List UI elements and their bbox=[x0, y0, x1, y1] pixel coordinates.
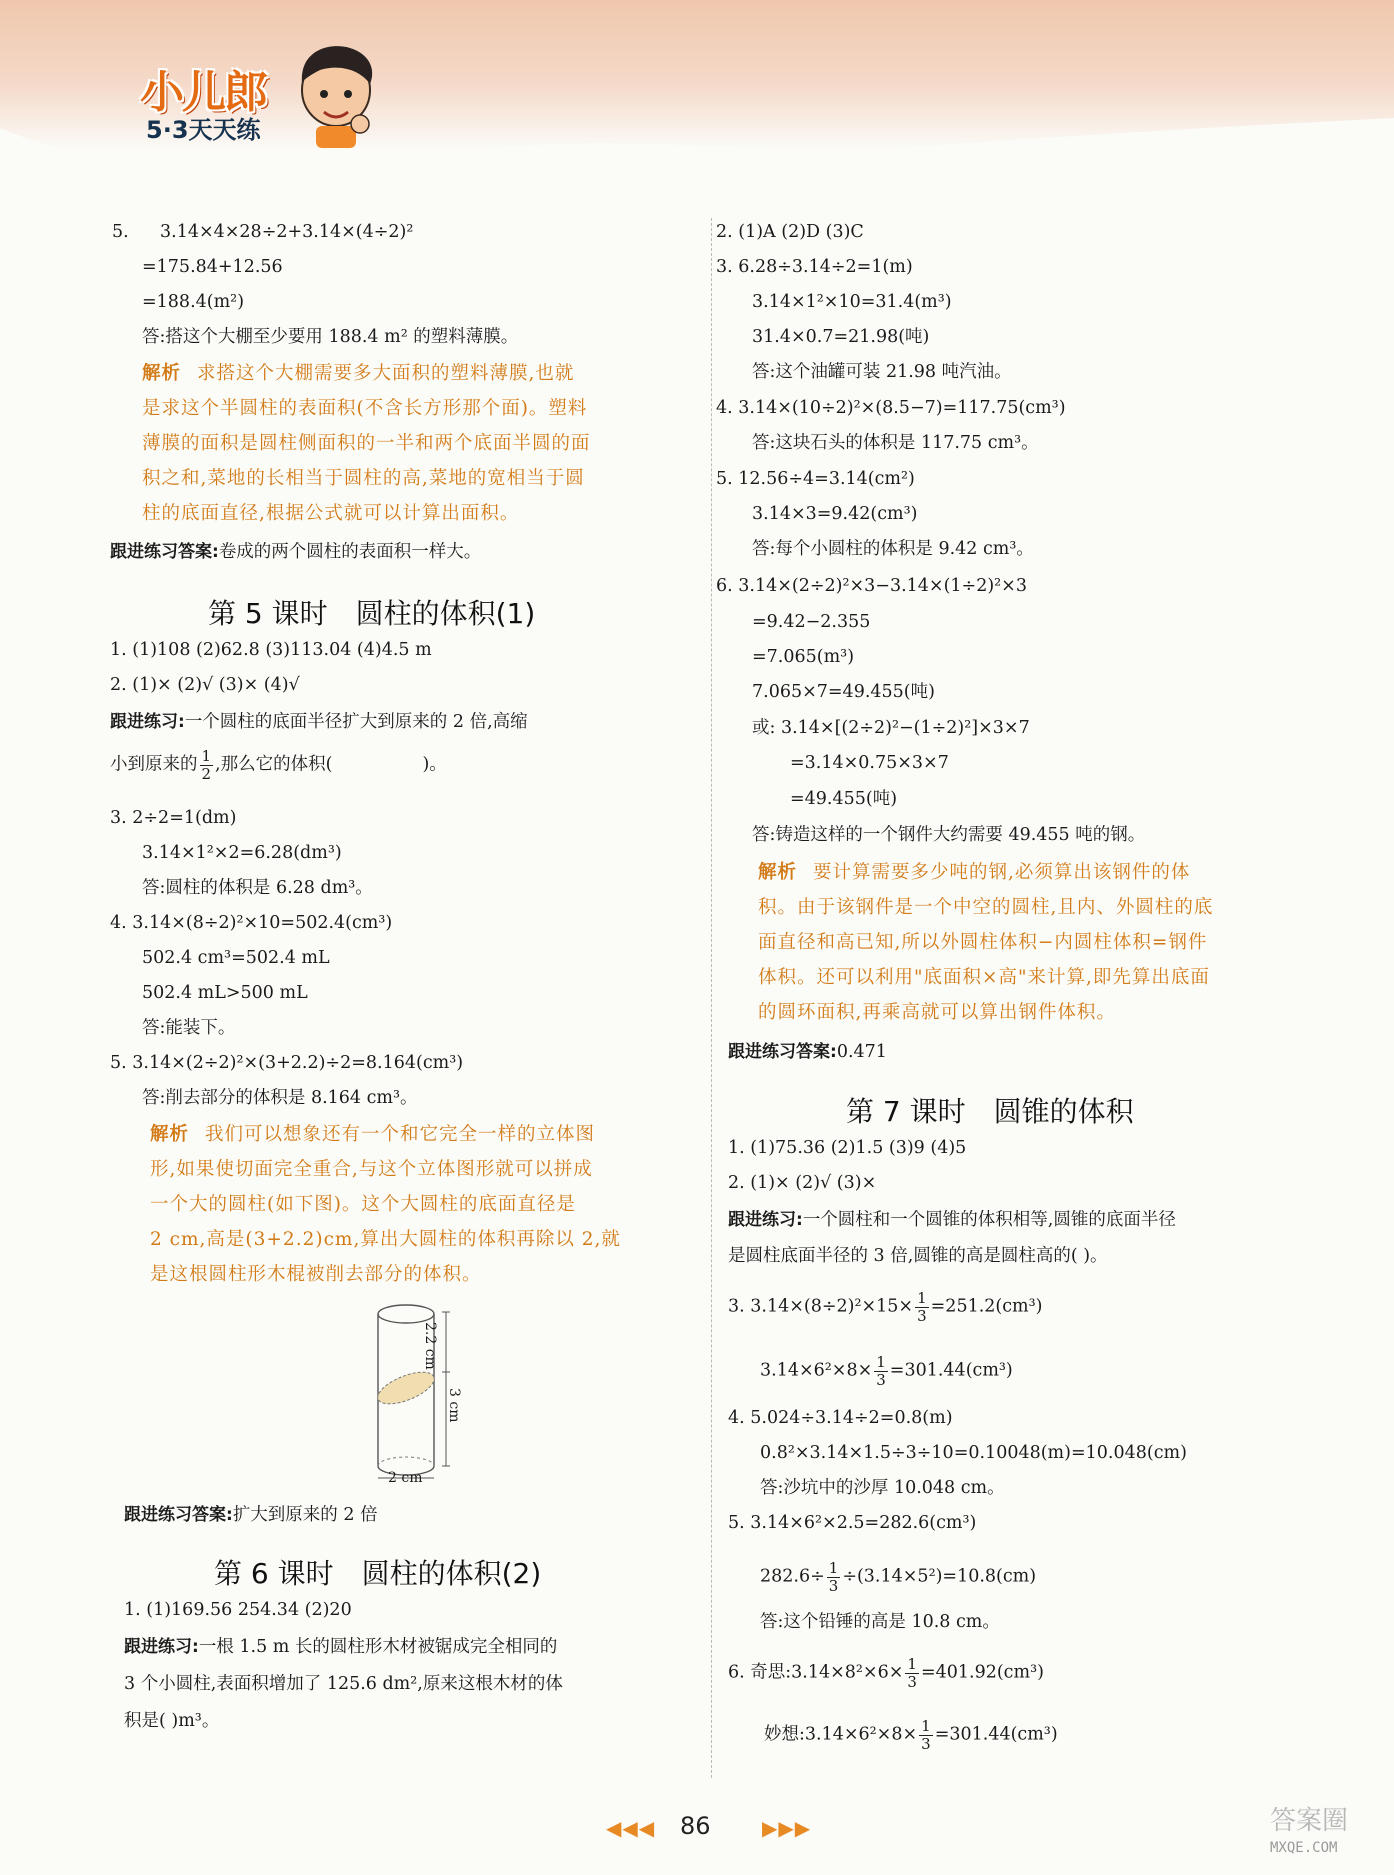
r6-analysis-line-1 bbox=[758, 862, 1190, 884]
s7-follow-up-line-1 bbox=[728, 1210, 1176, 1231]
column-divider bbox=[711, 218, 712, 1778]
q5-analysis-line-5: 柱的底面直径,根据公式就可以计算出面积。 bbox=[142, 503, 520, 524]
s7-answer-2: 2. (1)× (2)√ (3)× bbox=[728, 1173, 877, 1193]
next-page-arrows-icon[interactable]: ▶▶▶ bbox=[762, 1816, 812, 1840]
s6-follow-up-line-3: 积是( )m³。 bbox=[124, 1711, 220, 1731]
analysis-text: 我们可以想象还有一个和它完全一样的立体图 bbox=[205, 1124, 596, 1145]
r-q6-line-2: =9.42−2.355 bbox=[752, 612, 871, 632]
r-q6-line-7: =49.455(吨) bbox=[790, 789, 898, 809]
s7-q6-line-2 bbox=[764, 1718, 1058, 1752]
r6-analysis-line-4: 体积。还可以利用"底面积×高"来计算,即先算出底面 bbox=[758, 967, 1210, 988]
q5-line-3: =188.4(m²) bbox=[142, 292, 245, 312]
fraction-denominator: 3 bbox=[876, 1370, 886, 1389]
q5-analysis-line-1 bbox=[142, 363, 574, 385]
s5-analysis-line-1 bbox=[150, 1124, 595, 1146]
fraction-denominator: 3 bbox=[917, 1306, 927, 1325]
fraction-denominator: 3 bbox=[828, 1576, 839, 1595]
formula-text: =301.44(cm³) bbox=[934, 1724, 1058, 1745]
s5-follow-up-answer bbox=[124, 1505, 378, 1526]
follow-up-text: ,那么它的体积( bbox=[215, 754, 333, 775]
figure-label-bottom-height: 3 cm bbox=[446, 1388, 462, 1423]
s6-answer-1: 1. (1)169.56 254.34 (2)20 bbox=[124, 1600, 352, 1620]
s5-analysis-line-3: 一个大的圆柱(如下图)。这个大圆柱的底面直径是 bbox=[150, 1194, 576, 1215]
s5-q3-answer: 答:圆柱的体积是 6.28 dm³。 bbox=[142, 878, 373, 898]
r-q3-line-3: 31.4×0.7=21.98(吨) bbox=[752, 327, 930, 347]
s7-q5-line-1: 5. 3.14×6²×2.5=282.6(cm³) bbox=[728, 1513, 977, 1533]
fraction-one-third bbox=[919, 1718, 933, 1752]
formula-text: 6. 奇思:3.14×8²×6× bbox=[728, 1662, 904, 1683]
page-number: 86 bbox=[680, 1812, 711, 1840]
r-q6-line-6: =3.14×0.75×3×7 bbox=[790, 753, 949, 773]
section-heading-5: 第 5 课时 圆柱的体积(1) bbox=[208, 597, 536, 630]
r-q6-answer: 答:铸造这样的一个钢件大约需要 49.455 吨的钢。 bbox=[752, 825, 1146, 845]
s7-q3-line-1 bbox=[728, 1290, 1042, 1324]
s5-q4-line-1: 4. 3.14×(8÷2)²×10=502.4(cm³) bbox=[110, 913, 393, 933]
fraction-numerator: 1 bbox=[828, 1559, 839, 1577]
follow-up-label: 跟进练习: bbox=[110, 712, 185, 732]
formula-text: =251.2(cm³) bbox=[930, 1296, 1043, 1317]
follow-up-label: 跟进练习答案: bbox=[110, 542, 219, 562]
r-q3-line-1: 3. 6.28÷3.14÷2=1(m) bbox=[716, 257, 913, 277]
s7-q4-line-2: 0.8²×3.14×1.5÷3÷10=0.10048(m)=10.048(cm) bbox=[760, 1443, 1187, 1463]
analysis-tag: 解析 bbox=[150, 1124, 190, 1145]
follow-up-text: 一根 1.5 m 长的圆柱形木材被锯成完全相同的 bbox=[198, 1637, 558, 1657]
s7-q5-line-2 bbox=[760, 1560, 1036, 1594]
follow-up-text: 扩大到原来的 2 倍 bbox=[232, 1505, 378, 1525]
s5-follow-up-line-2 bbox=[110, 748, 447, 782]
s7-q5-answer: 答:这个铅锤的高是 10.8 cm。 bbox=[760, 1612, 1000, 1632]
r-q3-answer: 答:这个油罐可装 21.98 吨汽油。 bbox=[752, 362, 1012, 382]
r-q3-line-2: 3.14×1²×10=31.4(m³) bbox=[752, 292, 952, 312]
follow-up-text: 小到原来的 bbox=[110, 754, 198, 775]
section-heading-7: 第 7 课时 圆锥的体积 bbox=[846, 1095, 1134, 1128]
r-q6-line-5: 或: 3.14×[(2÷2)²−(1÷2)²]×3×7 bbox=[752, 718, 1030, 738]
formula-text: =301.44(cm³) bbox=[889, 1360, 1013, 1381]
fraction-denominator: 2 bbox=[201, 764, 212, 783]
section-heading-6: 第 6 课时 圆柱的体积(2) bbox=[214, 1557, 542, 1590]
fraction-numerator: 1 bbox=[907, 1655, 917, 1673]
fraction-numerator: 1 bbox=[921, 1717, 931, 1735]
formula-text: 妙想:3.14×6²×8× bbox=[764, 1724, 918, 1745]
s5-follow-up-line-1 bbox=[110, 712, 528, 733]
follow-up-text: )。 bbox=[422, 754, 447, 775]
r-q5-line-2: 3.14×3=9.42(cm³) bbox=[752, 504, 918, 524]
s5-analysis-line-2: 形,如果使切面完全重合,与这个立体图形就可以拼成 bbox=[150, 1159, 593, 1180]
analysis-tag: 解析 bbox=[142, 363, 182, 384]
s7-q3-line-2 bbox=[760, 1354, 1013, 1388]
mascot-boy-icon bbox=[290, 40, 380, 148]
watermark-logo: 答案圈 bbox=[1270, 1806, 1349, 1836]
analysis-text: 求搭这个大棚需要多大面积的塑料薄膜,也就 bbox=[197, 363, 575, 384]
s6-follow-up-line-1 bbox=[124, 1637, 557, 1658]
r-q6-line-1: 6. 3.14×(2÷2)²×3−3.14×(1÷2)²×3 bbox=[716, 576, 1027, 596]
fraction-one-half bbox=[200, 748, 214, 782]
brand-series: 5·3天天练 bbox=[146, 116, 261, 144]
q5-analysis-line-2: 是求这个半圆柱的表面积(不含长方形那个面)。塑料 bbox=[142, 398, 588, 419]
formula-text: 282.6÷ bbox=[760, 1566, 825, 1587]
follow-up-label: 跟进练习: bbox=[124, 1637, 199, 1657]
follow-up-text: 一个圆柱的底面半径扩大到原来的 2 倍,高缩 bbox=[184, 712, 528, 732]
r-q6-line-3: =7.065(m³) bbox=[752, 647, 855, 667]
s5-q4-line-2: 502.4 cm³=502.4 mL bbox=[142, 948, 330, 968]
analysis-text: 要计算需要多少吨的钢,必须算出该钢件的体 bbox=[813, 862, 1191, 883]
figure-label-top-height: 2.2 cm bbox=[422, 1322, 438, 1370]
s5-answer-2: 2. (1)× (2)√ (3)× (4)√ bbox=[110, 675, 300, 695]
s7-q6-line-1 bbox=[728, 1656, 1044, 1690]
follow-up-text: 卷成的两个圆柱的表面积一样大。 bbox=[218, 542, 482, 562]
s5-analysis-line-4: 2 cm,高是(3+2.2)cm,算出大圆柱的体积再除以 2,就 bbox=[150, 1229, 621, 1250]
q5-label: 5. bbox=[112, 222, 129, 242]
s5-q3-line-1: 3. 2÷2=1(dm) bbox=[110, 808, 237, 828]
s6-follow-up-line-2: 3 个小圆柱,表面积增加了 125.6 dm²,原来这根木材的体 bbox=[124, 1674, 563, 1694]
r-q6-line-4: 7.065×7=49.455(吨) bbox=[752, 682, 935, 702]
s5-q5-line-1: 5. 3.14×(2÷2)²×(3+2.2)÷2=8.164(cm³) bbox=[110, 1053, 464, 1073]
brand-title: 小儿郎 bbox=[140, 67, 266, 118]
r6-analysis-line-3: 面直径和高已知,所以外圆柱体积−内圆柱体积=钢件 bbox=[758, 932, 1208, 953]
q5-answer: 答:搭这个大棚至少要用 188.4 m² 的塑料薄膜。 bbox=[142, 327, 519, 347]
fraction-denominator: 3 bbox=[921, 1734, 931, 1753]
follow-up-label: 跟进练习: bbox=[728, 1210, 803, 1230]
follow-up-text: 一个圆柱和一个圆锥的体积相等,圆锥的底面半径 bbox=[802, 1210, 1176, 1230]
fraction-denominator: 3 bbox=[907, 1672, 917, 1691]
q5-follow-up bbox=[110, 542, 481, 563]
s5-answer-1: 1. (1)108 (2)62.8 (3)113.04 (4)4.5 m bbox=[110, 640, 432, 660]
fraction-numerator: 1 bbox=[201, 747, 212, 765]
q5-line-2: =175.84+12.56 bbox=[142, 257, 283, 277]
s5-q4-answer: 答:能装下。 bbox=[142, 1018, 236, 1038]
fraction-numerator: 1 bbox=[876, 1353, 886, 1371]
s5-q4-line-3: 502.4 mL>500 mL bbox=[142, 983, 308, 1003]
figure-label-diameter: 2 cm bbox=[388, 1470, 423, 1486]
r-q4-line-1: 4. 3.14×(10÷2)²×(8.5−7)=117.75(cm³) bbox=[716, 398, 1066, 418]
formula-text: 3. 3.14×(8÷2)²×15× bbox=[728, 1296, 914, 1317]
r6-analysis-line-5: 的圆环面积,再乘高就可以算出钢件体积。 bbox=[758, 1002, 1116, 1023]
r-q2: 2. (1)A (2)D (3)C bbox=[716, 222, 864, 242]
q5-line-1: 3.14×4×28÷2+3.14×(4÷2)² bbox=[160, 222, 414, 242]
q5-analysis-line-4: 积之和,菜地的长相当于圆柱的高,菜地的宽相当于圆 bbox=[142, 468, 585, 489]
s5-q5-answer: 答:削去部分的体积是 8.164 cm³。 bbox=[142, 1088, 418, 1108]
r6-analysis-line-2: 积。由于该钢件是一个中空的圆柱,且内、外圆柱的底 bbox=[758, 897, 1214, 918]
fraction-one-third bbox=[827, 1560, 841, 1594]
fraction-one-third bbox=[905, 1656, 919, 1690]
s7-q4-answer: 答:沙坑中的沙厚 10.048 cm。 bbox=[760, 1478, 1005, 1498]
formula-text: ÷(3.14×5²)=10.8(cm) bbox=[842, 1566, 1037, 1587]
formula-text: =401.92(cm³) bbox=[920, 1662, 1044, 1683]
r-q4-answer: 答:这块石头的体积是 117.75 cm³。 bbox=[752, 433, 1039, 453]
r-q5-answer: 答:每个小圆柱的体积是 9.42 cm³。 bbox=[752, 539, 1034, 559]
fraction-one-third bbox=[874, 1354, 888, 1388]
analysis-tag: 解析 bbox=[758, 862, 798, 883]
formula-text: 3.14×6²×8× bbox=[760, 1360, 873, 1381]
s7-q4-line-1: 4. 5.024÷3.14÷2=0.8(m) bbox=[728, 1408, 953, 1428]
s7-answer-1: 1. (1)75.36 (2)1.5 (3)9 (4)5 bbox=[728, 1138, 967, 1158]
s5-analysis-line-5: 是这根圆柱形木棍被削去部分的体积。 bbox=[150, 1264, 482, 1285]
fraction-one-third bbox=[915, 1290, 929, 1324]
fraction-numerator: 1 bbox=[917, 1289, 927, 1307]
r-q5-line-1: 5. 12.56÷4=3.14(cm²) bbox=[716, 469, 915, 489]
follow-up-label: 跟进练习答案: bbox=[728, 1042, 837, 1062]
follow-up-label: 跟进练习答案: bbox=[124, 1505, 233, 1525]
watermark-url: MXQE.COM bbox=[1270, 1840, 1338, 1856]
previous-page-arrows-icon[interactable]: ◀◀◀ bbox=[606, 1816, 656, 1840]
q5-analysis-line-3: 薄膜的面积是圆柱侧面积的一半和两个底面半圆的面 bbox=[142, 433, 591, 454]
s5-q3-line-2: 3.14×1²×2=6.28(dm³) bbox=[142, 843, 342, 863]
r6-follow-up-answer bbox=[728, 1042, 887, 1063]
follow-up-text: 0.471 bbox=[836, 1042, 887, 1062]
s7-follow-up-line-2: 是圆柱底面半径的 3 倍,圆锥的高是圆柱高的( )。 bbox=[728, 1246, 1108, 1266]
